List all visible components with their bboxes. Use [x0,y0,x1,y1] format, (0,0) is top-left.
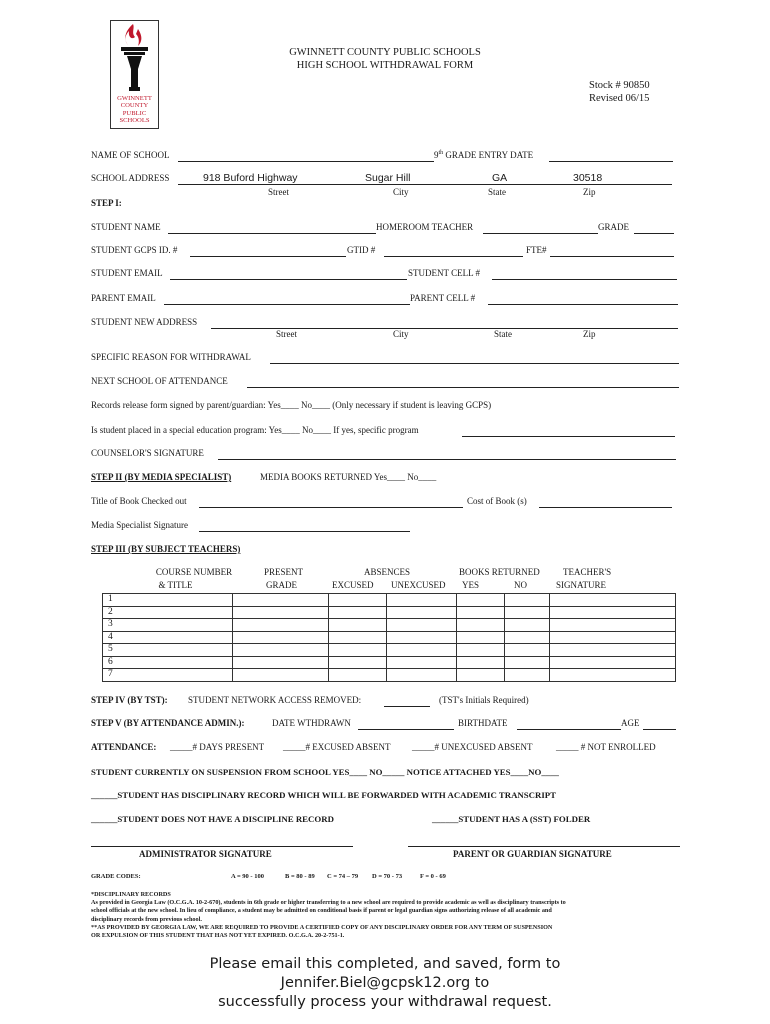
table-row [103,631,676,644]
parent-signature-label: PARENT OR GUARDIAN SIGNATURE [453,849,612,859]
email-instruction-line-1: Please email this completed, and saved, form to [209,956,561,972]
grade-codes-label: GRADE CODES: [91,873,141,880]
unexcused-cell[interactable] [387,669,457,682]
gcps-id-field[interactable] [190,256,346,257]
school-logo [110,20,159,129]
row-number: 3 [103,619,233,632]
unexcused-cell[interactable] [387,606,457,619]
col-grade-header-1: PRESENT [264,567,304,577]
step2-heading: STEP II (BY MEDIA SPECIALIST) [91,472,232,482]
date-withdrawn-field[interactable] [358,729,454,730]
no-discipline-record: ______STUDENT DOES NOT HAVE A DISCIPLINE RECORD [91,814,334,824]
teachers-table [102,593,676,682]
attendance-label: ATTENDANCE: [91,742,157,752]
books-yes-cell[interactable] [457,619,505,632]
books-yes-cell[interactable] [457,606,505,619]
school-address-field[interactable] [178,184,672,185]
fte-field[interactable] [550,256,674,257]
footnote-line: *DISCIPLINARY RECORDS [91,891,171,898]
row-number: 4 [103,631,233,644]
grade-cell[interactable] [233,619,329,632]
days-present: _____# DAYS PRESENT [170,742,265,752]
student-cell-field[interactable] [492,279,677,280]
reason-field[interactable] [270,363,679,364]
admin-signature-label: ADMINISTRATOR SIGNATURE [139,849,272,859]
excused-cell[interactable] [329,619,387,632]
col-teacher-header-1: TEACHER'S [563,567,612,577]
grade-cell[interactable] [233,669,329,682]
excused-cell[interactable] [329,644,387,657]
form-title-2: HIGH SCHOOL WITHDRAWAL FORM [296,60,474,71]
unexcused-cell[interactable] [387,619,457,632]
excused-cell[interactable] [329,606,387,619]
footnote-line: **AS PROVIDED BY GEORGIA LAW, WE ARE REQUIRED TO PROVIDE A CERTIFIED COPY OF ANY DISCIPLINARY ORDER FOR ANY TERM OF SUSPENSION [91,923,553,931]
email-instruction [0,955,770,1012]
parent-cell-field[interactable] [488,304,678,305]
col-absences-header: ABSENCES [364,567,411,577]
row-number: 1 [103,594,233,607]
disciplinary-record-forwarded: ______STUDENT HAS DISCIPLINARY RECORD WHICH WILL BE FORWARDED WITH ACADEMIC TRANSCRIPT [91,790,557,800]
birthdate-field[interactable] [517,729,621,730]
student-name-label: STUDENT NAME [91,222,161,232]
parent-email-field[interactable] [164,304,410,305]
homeroom-label: HOMEROOM TEACHER [376,222,474,232]
city-caption: City [393,187,409,197]
books-no-cell[interactable] [505,594,550,607]
footnote-line: school officials at the new school. In lieu of compliance, a student may be admitted on conditional basis if parent or legal guardian signs authorizing release of all academic and [91,907,552,915]
birthdate-label: BIRTHDATE [458,718,508,728]
teacher-signature-cell[interactable] [550,606,676,619]
books-yes-cell[interactable] [457,631,505,644]
table-row [103,606,676,619]
col-yes-header: YES [462,580,480,590]
grade-code-b: B = 80 - 89 [285,873,315,880]
books-yes-cell[interactable] [457,594,505,607]
grade-cell[interactable] [233,631,329,644]
gcps-id-label: STUDENT GCPS ID. # [91,245,178,255]
step1-heading: STEP I: [91,198,122,208]
table-row [103,644,676,657]
title-of-book-field[interactable] [199,507,463,508]
new-street-caption: Street [276,329,297,339]
teacher-signature-cell[interactable] [550,669,676,682]
age-field[interactable] [643,729,676,730]
date-withdrawn-label: DATE WTHDRAWN [272,718,351,728]
school-name-label: NAME OF SCHOOL [91,150,170,160]
student-cell-label: STUDENT CELL # [408,268,480,278]
entry-date-field[interactable] [549,161,673,162]
title-of-book-label: Title of Book Checked out [91,496,187,506]
grade-code-c: C = 74 – 79 [327,873,359,880]
row-number: 6 [103,656,233,669]
media-signature-label: Media Specialist Signature [91,520,188,530]
excused-cell[interactable] [329,656,387,669]
grade-cell[interactable] [233,606,329,619]
teacher-signature-cell[interactable] [550,594,676,607]
footnote-line: OR EXPULSION OF THIS STUDENT THAT HAS NOT YET EXPIRED. O.C.G.A. 20-2-751-1. [91,932,345,940]
unexcused-cell[interactable] [387,594,457,607]
torch-icon [111,21,158,96]
new-state-caption: State [494,329,512,339]
new-city-caption: City [393,329,409,339]
footnotes [91,891,691,940]
email-instruction-line-2: Jennifer.Biel@gcpsk12.org to [280,975,490,991]
logo-text: GWINNETT COUNTY PUBLIC SCHOOLS [117,95,152,124]
school-street-value: 918 Buford Highway [203,172,298,184]
school-city-value: Sugar Hill [365,172,411,184]
teacher-signature-cell[interactable] [550,644,676,657]
books-yes-cell[interactable] [457,669,505,682]
unexcused-absent: _____# UNEXCUSED ABSENT [412,742,533,752]
parent-email-label: PARENT EMAIL [91,293,156,303]
email-instruction-line-3: successfully process your withdrawal request. [218,994,552,1010]
teacher-signature-cell[interactable] [550,631,676,644]
new-address-label: STUDENT NEW ADDRESS [91,317,198,327]
table-row [103,594,676,607]
student-name-field[interactable] [168,233,376,234]
not-enrolled: _____ # NOT ENROLLED [556,742,656,752]
student-email-label: STUDENT EMAIL [91,268,163,278]
step4-heading: STEP IV (BY TST): [91,695,168,705]
next-school-label: NEXT SCHOOL OF ATTENDANCE [91,376,228,386]
grade-cell[interactable] [233,656,329,669]
reason-label: SPECIFIC REASON FOR WITHDRAWAL [91,352,251,362]
age-label: AGE [621,718,640,728]
counselor-signature-field[interactable] [218,459,676,460]
col-course-header-2: & TITLE [158,580,193,590]
media-signature-field[interactable] [199,531,410,532]
unexcused-cell[interactable] [387,656,457,669]
table-row [103,656,676,669]
grade-code-f: F = 0 - 69 [420,873,446,880]
form-title-1: GWINNETT COUNTY PUBLIC SCHOOLS [289,47,481,58]
gtid-field[interactable] [384,256,523,257]
homeroom-field[interactable] [483,233,598,234]
col-grade-header-2: GRADE [266,580,297,590]
fte-label: FTE# [526,245,547,255]
footnote-line: disciplinary records from previous school. [91,915,202,923]
col-unexcused-header: UNEXCUSED [391,580,446,590]
records-release-text: Records release form signed by parent/guardian: Yes____ No____ (Only necessary if student is leaving GCPS) [91,400,492,410]
grade-cell[interactable] [233,594,329,607]
row-number: 5 [103,644,233,657]
suspension-status: STUDENT CURRENTLY ON SUSPENSION FROM SCHOOL YES____ NO_____ NOTICE ATTACHED YES____NO____ [91,767,559,777]
sst-folder: ______STUDENT HAS A (SST) FOLDER [432,814,591,824]
grade-cell[interactable] [233,644,329,657]
teacher-signature-cell[interactable] [550,656,676,669]
student-email-field[interactable] [170,279,407,280]
col-excused-header: EXCUSED [332,580,374,590]
grade-field[interactable] [634,233,674,234]
table-row [103,669,676,682]
col-course-header-1: COURSE NUMBER [155,567,233,577]
excused-cell[interactable] [329,594,387,607]
network-access-field[interactable] [384,706,430,707]
books-no-cell[interactable] [505,644,550,657]
special-ed-text: Is student placed in a special education program: Yes____ No____ If yes, specific program [91,425,419,435]
books-no-cell[interactable] [505,669,550,682]
unexcused-cell[interactable] [387,644,457,657]
grade-label: GRADE [598,222,629,232]
grade-code-a: A = 90 - 100 [231,873,264,880]
parent-signature-field[interactable] [408,846,680,847]
row-number: 2 [103,606,233,619]
books-yes-cell[interactable] [457,656,505,669]
special-ed-program-field[interactable] [462,436,675,437]
tst-initials-note: (TST's Initials Required) [439,695,529,705]
entry-date-label: 9th GRADE ENTRY DATE [434,150,534,160]
new-zip-caption: Zip [583,329,596,339]
next-school-field[interactable] [247,387,679,388]
excused-cell[interactable] [329,669,387,682]
parent-cell-label: PARENT CELL # [410,293,476,303]
excused-absent: _____# EXCUSED ABSENT [283,742,391,752]
col-books-header: BOOKS RETURNED [459,567,540,577]
books-no-cell[interactable] [505,619,550,632]
table-row [103,619,676,632]
footnote-line: As provided in Georgia Law (O.C.G.A. 10-2-670), students in 6th grade or higher transferring to a new school are required to provide academic as well as disciplinary transcripts to [91,899,566,907]
revision-date: Revised 06/15 [589,93,650,104]
network-access-label: STUDENT NETWORK ACCESS REMOVED: [188,695,362,705]
row-number: 7 [103,669,233,682]
gtid-label: GTID # [347,245,376,255]
step5-heading: STEP V (BY ATTENDANCE ADMIN.): [91,718,245,728]
media-books-returned: MEDIA BOOKS RETURNED Yes____ No____ [260,472,437,482]
books-yes-cell[interactable] [457,644,505,657]
cost-of-book-field[interactable] [539,507,672,508]
books-no-cell[interactable] [505,631,550,644]
grade-code-d: D = 70 - 73 [372,873,403,880]
street-caption: Street [268,187,289,197]
col-teacher-header-2: SIGNATURE [556,580,607,590]
counselor-signature-label: COUNSELOR'S SIGNATURE [91,448,204,458]
excused-cell[interactable] [329,631,387,644]
school-state-value: GA [492,172,508,184]
books-no-cell[interactable] [505,606,550,619]
cost-of-book-label: Cost of Book (s) [467,496,527,506]
admin-signature-field[interactable] [91,846,353,847]
unexcused-cell[interactable] [387,631,457,644]
school-address-label: SCHOOL ADDRESS [91,173,170,183]
school-name-field[interactable] [178,161,434,162]
stock-number: Stock # 90850 [589,80,650,91]
school-zip-value: 30518 [573,172,603,184]
step3-heading: STEP III (BY SUBJECT TEACHERS) [91,544,241,554]
col-no-header: NO [514,580,527,590]
books-no-cell[interactable] [505,656,550,669]
teacher-signature-cell[interactable] [550,619,676,632]
zip-caption: Zip [583,187,596,197]
state-caption: State [488,187,506,197]
